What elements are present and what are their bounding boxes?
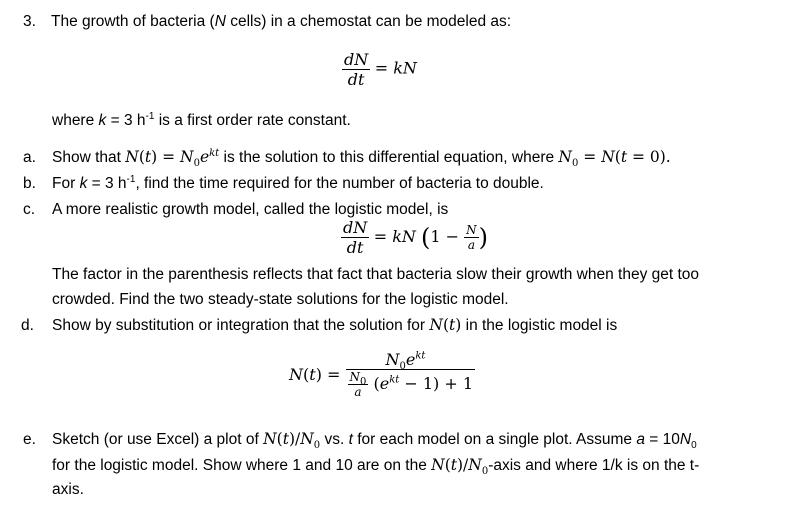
logistic-solution-equation xyxy=(289,350,475,399)
logistic-eq-rhs: = kN (1 − $\frac{N}{a}$ ) xyxy=(373,222,489,252)
problem-intro: The growth of bacteria (N cells) in a chemostat can be modeled as: xyxy=(51,13,512,30)
part-e-line2: for the logistic model. Show where 1 and 10 are on the $N(t)/N_0$-axis and where 1/k is on the t- xyxy=(52,456,700,478)
logistic-solution-lhs: N(t) = xyxy=(289,365,346,384)
problem-header xyxy=(23,13,511,31)
eq1-denominator: dt xyxy=(342,69,370,89)
logistic-equation xyxy=(341,218,488,257)
logistic-eq-denominator: dt xyxy=(341,237,369,257)
where-line: where k = 3 $h^{-1}$ is a first order rate constant. xyxy=(52,110,351,129)
part-d-label: d. xyxy=(21,317,34,334)
logistic-solution-numerator: $N_0e^{kt}$ xyxy=(385,350,426,373)
logistic-solution-fraction xyxy=(346,350,476,399)
part-a-label: a. xyxy=(23,149,36,166)
part-b-label: b. xyxy=(23,175,36,192)
equation-1 xyxy=(342,50,417,89)
part-a-text: Show that $N(t) = N_0e^{kt}$ is the solution to this differential equation, where $N_0 = N(t = 0)$. xyxy=(52,147,671,170)
part-a xyxy=(23,147,671,170)
logistic-eq-numerator: dN xyxy=(343,218,368,237)
part-c-text: A more realistic growth model, called the logistic model, is xyxy=(52,201,449,218)
part-c-cont2: crowded. Find the two steady-state solutions for the logistic model. xyxy=(52,291,509,308)
part-e-line1 xyxy=(23,430,697,452)
problem-number: 3. xyxy=(23,13,36,30)
part-e-line3: axis. xyxy=(52,481,84,498)
logistic-eq-fraction xyxy=(341,218,369,257)
eq1-numerator: dN xyxy=(344,50,369,69)
eq1-rhs: = kN xyxy=(374,58,417,78)
part-d-text: Show by substitution or integration that the solution for N(t) in the logistic model is xyxy=(52,316,618,334)
logistic-solution-denominator: $\frac{N_0}{a}$ $(e^{kt} - 1) + 1$ xyxy=(346,369,476,399)
part-d xyxy=(21,316,617,335)
part-c xyxy=(23,201,448,219)
part-c-cont1: The factor in the parenthesis reflects that fact that bacteria slow their growth when they get too xyxy=(52,266,700,283)
equation-1-fraction xyxy=(342,50,370,89)
part-b-text: For k = 3 $h^{-1}$, find the time required for the number of bacteria to double. xyxy=(52,173,544,192)
part-c-label: c. xyxy=(23,201,36,218)
part-e-text1: Sketch (or use Excel) a plot of $N(t)/N_0$ vs. t for each model on a single plot. Assume $a = 10N_0$ xyxy=(52,430,697,452)
part-b xyxy=(23,175,544,193)
part-e-label: e. xyxy=(23,431,36,448)
